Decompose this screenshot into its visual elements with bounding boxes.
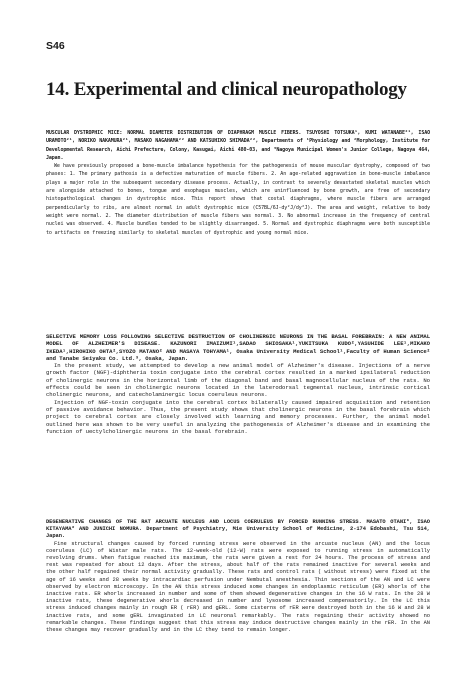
abstract-alzheimer-model: [46, 333, 430, 435]
abstract-body-paragraph-1: In the present study, we attempted to develop a new animal model of Alzheimer's disease. Injections of a nerve growth factor (NGF)-diphtheria toxin conjugate into the cerebral cortex resulted in a marked ipsilateral reduction of cholinergic neurons in the horizontal limb of the diagonal band and basal magnocellular nucleus of the rats. No effects could be seen in cholinergic neurons located in the laterodorsal tegmental nucleus, intrinsic cortical cholinergic neurons, and catecholaminergic locus coeruleus neurons.: [46, 362, 430, 399]
section-title: 14. Experimental and clinical neuropathology: [46, 79, 407, 100]
abstract-body: Fine structural changes caused by forced running stress were observed in the arcuate nucleus (AN) and the locus coeruleus (LC) of Wistar male rats. The 12-week-old (12-W) rats were exposed to running stress in automatically revolving drums. When fatigue reached its maximum, the rats were given a rest for 24 hours. The process of stress and rest was repeated for about 12 days. After the stress, about half of the rats remained inactive for several weeks and the other half regained their normal activity gradually. These rats and control rats ( without stress) were fixed at the age of 16 weeks and 28 weeks by intracardiac perfusion under Nembutal anesthesia. Thin sections of the AN and LC were observed by electron microscopy. In the AN this stress induced some changes in endoplasmic reticulum (ER) whorls of the inactive rats. ER whorls increased in number and some of them showed degenerative changes in the 16 W rats. In the 28 W inactive rats, these degenerative whorls decreased in number and lysosome increased compensatorily. In the LC this stress induced changes mainly in rough ER ( rER) and gERL. Some cisterns of rER were destroyed both in the 16 W and 28 W inactive rats, and some gERL invaginated in LC neuronal remarkably. The rats regaining their activity showed no remarkable changes. These findings suggest that this stress may induce destructive changes mainly in the rER. In the AN these changes may recover gradually and in the LC they tend to remain longer.: [46, 540, 430, 634]
abstract-body: We have previously proposed a bone-muscle imbalance hypothesis for the pathogenesis of mouse muscular dystrophy, composed of two phases: 1. The primary pathosis is a defective maturation of muscle fibers. 2. An age-related aggravation in bone-muscle imbalance plays a major role in the subsequent secondary disease process. Actually, in contrast to severely devastated skeletal muscles which are alongside attached to bones, tongue and esophagus muscles, which are uninfluenced by bone growth, are free of secondary histopathological changes in dystrophic mice. This report shows that costal diaphragms, where muscle fibers are arranged perpendicularly to ribs, are almost normal in adult dystrophic mice (C57BL/6J-dy²J/dy²J). The area and weight, relative to body weight were normal. 2. The diameter distribution of muscle fibers was normal. 3. No abnormal increase in the frequency of central nuclei was observed. 4. Muscle bundles tended to be slightly disarranged. 5. Normal and dystrophic diaphragms were both susceptible to artifacts on freezing similarly to skeletal muscles of dystrophic and young normal mice.: [46, 163, 430, 236]
abstract-muscular-dystrophy: [46, 129, 430, 237]
abstract-header: MUSCULAR DYSTROPHIC MICE: NORMAL DIAMETER DISTRIBUTION OF DIAPHRAGM MUSCLE FIBERS. TSUYOSHI TOTSUKA¹, KUMI WATANABE²¹, ISAO URAMOTO²¹, NORIKO NAKAMURA²¹, MASAKO NAGAHAMA²² AND KATSUHIKO SHIMADA²², Departments of ¹Physiology and ²Morphology, Institute for Developmental Research, Aichi Prefecture, Colony, Kasugai, Aichi 480-03, and ³Nagoya Municipal Women's Junior College, Nagoya 464, Japan.: [46, 130, 430, 161]
abstract-header: SELECTIVE MEMORY LOSS FOLLOWING SELECTIVE DESTRUCTION OF CHOLINERGIC NEURONS IN THE BASAL FOREBRAIN: A NEW ANIMAL MODEL OF ALZHEIMER'S DISEASE. KAZUNORI IMAIZUMI¹,SADAO SHIOSAKA¹,YUKITSUKA KUDO²,YASUHIDE LEE¹,MIKAKO IKEDA¹,HIROHIKO OHTA²,SYOZO MATANO² AND MASAYA TOHYAMA¹, Osaka University Medical School¹,Faculty of Human Science² and Tanabe Seiyaku Co. Ltd.³, Osaka, Japan.: [46, 333, 430, 362]
abstract-header: DEGENERATIVE CHANGES OF THE RAT ARCUATE NUCLEUS AND LOCUS COERULEUS BY FORCED RUNNING STRESS. MASATO OTANI*, ISAO KITAYAMA* AND JUNICHI NOMURA. Department of Psychiatry, Mie University School of Medicine, 2-174 Edobashi, Tsu 514, Japan.: [46, 519, 430, 540]
abstract-body-paragraph-2: Injection of NGF-toxin conjugate into the cerebral cortex bilaterally caused impaired acquisition and retention of passive avoidance behavior. Thus, the present study shows that cholinergic neurons in the basal forebrain which project to cerebral cortex are closely involved with learning and memory processes. Further, the animal model outlined here was shown to be very useful in analyzing the pathogenesis of Alzheimer's disease and in examining the function of uectylcholinergic neurons in the basal forebrain.: [46, 398, 430, 435]
abstract-running-stress: [46, 519, 430, 634]
page-number: S46: [46, 40, 65, 52]
